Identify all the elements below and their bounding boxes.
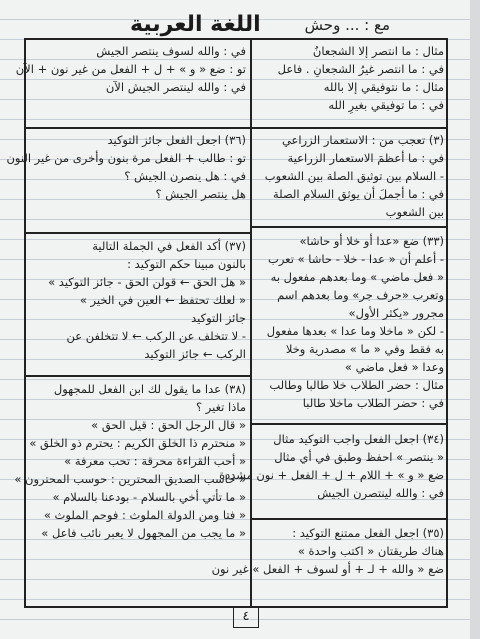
text-line: تو : ضع « و » + ل + الفعل من غير نون + الآن: [15, 62, 246, 76]
text-line: « فعل ماضي » وما بعدهم مفعول به: [270, 270, 444, 284]
text-line: في : هل ينصرن الجيش ؟: [124, 169, 246, 183]
text-line: مجرور «يكثر الأول»: [348, 306, 444, 320]
text-line: « هل الحق ← قولن الحق - جائز التوكيد »: [48, 275, 246, 289]
text-line: هناك طريقتان « اكتب واحدة »: [297, 544, 444, 558]
header-prefix: مع : ... وحش: [304, 16, 390, 34]
text-line: (٣٨) عدا ما يقول لك ابن الفعل للمجهول: [53, 382, 246, 396]
text-line: « ينتصر » احفظ وطبق في أي مثال: [274, 450, 444, 464]
box-separator: [252, 127, 448, 129]
text-line: - أعلم أن « عدا - خلا - حاشا » تعرب: [268, 252, 444, 266]
text-line: في : ما أعظمَ الاستعمار الزراعية: [287, 151, 444, 165]
text-line: « أحب القراءة محرقة : تحب معرفة »: [64, 454, 246, 468]
text-line: في : والله لسوف ينتصر الجيش: [96, 44, 246, 58]
text-line: « قال الرجل الحق : قيل الحق »: [91, 418, 246, 432]
text-line: ضع « و » + اللام + ل + الفعل + نون مشددة: [219, 468, 444, 482]
text-line: « فتا ومن الدولة الملوث : فوحم الملوث »: [43, 508, 246, 522]
text-line: بالنون مبينا حكم التوكيد :: [127, 257, 246, 271]
box-separator: [24, 232, 252, 234]
text-line: « منحترم ذا الخلق الكريم : يحترم ذو الخلق »: [29, 436, 246, 450]
text-line: « لعلك تحتفظ ← العين في الخير »: [79, 293, 246, 307]
text-line: (٣) تعجب من : الاستعمار الزراعي: [281, 133, 444, 147]
text-line: - لكن « ماخلا وما عدا » بعدها مفعول: [266, 324, 444, 338]
text-line: مثال : ما نتوفيقي إلا بالله: [323, 80, 444, 94]
text-line: « ما يجب من المجهول لا يعبر نائب فاعل »: [41, 526, 246, 540]
page-title: اللغة العربية: [130, 12, 261, 37]
text-line: « حاسب الصديق المحترين : حوسب المحترون »: [14, 472, 246, 486]
text-line: في : ما انتصر غيرُ الشجعانِ . فاعل: [277, 62, 444, 76]
text-line: الركب ← جائز التوكيد: [144, 347, 246, 361]
text-line: هل ينتصر الجيش ؟: [155, 187, 246, 201]
page-edge: [470, 0, 480, 639]
text-line: (٣٤) اجعل الفعل واجب التوكيد مثال: [273, 432, 444, 446]
section-emphasis-with-nun: [28, 237, 246, 374]
text-line: مثال : حضر الطلاب خلا طالبا وطالب: [269, 378, 444, 392]
page-number: ٤: [233, 606, 259, 628]
text-line: جائز التوكيد: [191, 311, 246, 325]
section-oath-examples: [15, 42, 246, 126]
text-line: بين الشعوب: [385, 205, 444, 219]
section-exception-words: [256, 232, 444, 422]
section-passive-voice: [14, 380, 246, 604]
box-separator: [24, 127, 252, 129]
text-line: - السلام بين توثيق الصلة بين الشعوب: [264, 169, 444, 183]
text-line: في : حضر الطلاب ماخلا طالبا: [302, 396, 444, 410]
text-line: (٣٦) اجعل الفعل جائز التوكيد: [107, 133, 246, 147]
box-separator: [252, 423, 448, 425]
box-separator: [24, 375, 252, 377]
text-line: مثال : ما انتصر إلا الشجعانُ: [312, 44, 444, 58]
section-exception-examples: [256, 42, 444, 126]
text-line: تو : طالب + الفعل مرة بنون وأخرى من غير النون: [6, 151, 246, 165]
text-line: (٣٥) اجعل الفعل ممتنع التوكيد :: [292, 526, 444, 540]
text-line: - لا تتخلف عن الركب ← لا تتخلفن عن: [66, 329, 246, 343]
text-line: (٣٧) أكد الفعل في الجملة التالية: [92, 239, 246, 253]
text-line: « ما تأتي أخي بالسلام - بودعنا بالسلام »: [52, 490, 246, 504]
section-forbidden-emphasis: [211, 524, 444, 604]
text-line: ضع « والله + لـ + أو لسوف + الفعل » غير نون: [211, 562, 444, 576]
section-exclamation: [256, 131, 444, 225]
section-optional-emphasis: [6, 131, 246, 231]
box-separator: [252, 226, 448, 228]
text-line: وعدا « فعل ماضي »: [344, 360, 444, 374]
text-line: ماذا تغير ؟: [196, 400, 246, 414]
text-line: وتعرب «حرف جر» وما بعدهم اسم: [277, 288, 444, 302]
section-mandatory-emphasis: [219, 430, 444, 516]
text-line: في : ما توفيقي بغيرِ الله: [328, 98, 444, 112]
text-line: في : والله لينتصرن الجيش: [317, 486, 444, 500]
column-divider: [250, 40, 252, 607]
text-line: في : ما أجملَ أن يوثق السلام الصلة: [272, 187, 444, 201]
text-line: في : والله لينتصر الجيش الآن: [105, 80, 246, 94]
text-line: (٣٣) ضع «عدا أو خلا أو حاشا»: [299, 234, 444, 248]
box-separator: [252, 518, 448, 520]
text-line: به فقط وفي « ما » مصدرية وخلا: [285, 342, 444, 356]
